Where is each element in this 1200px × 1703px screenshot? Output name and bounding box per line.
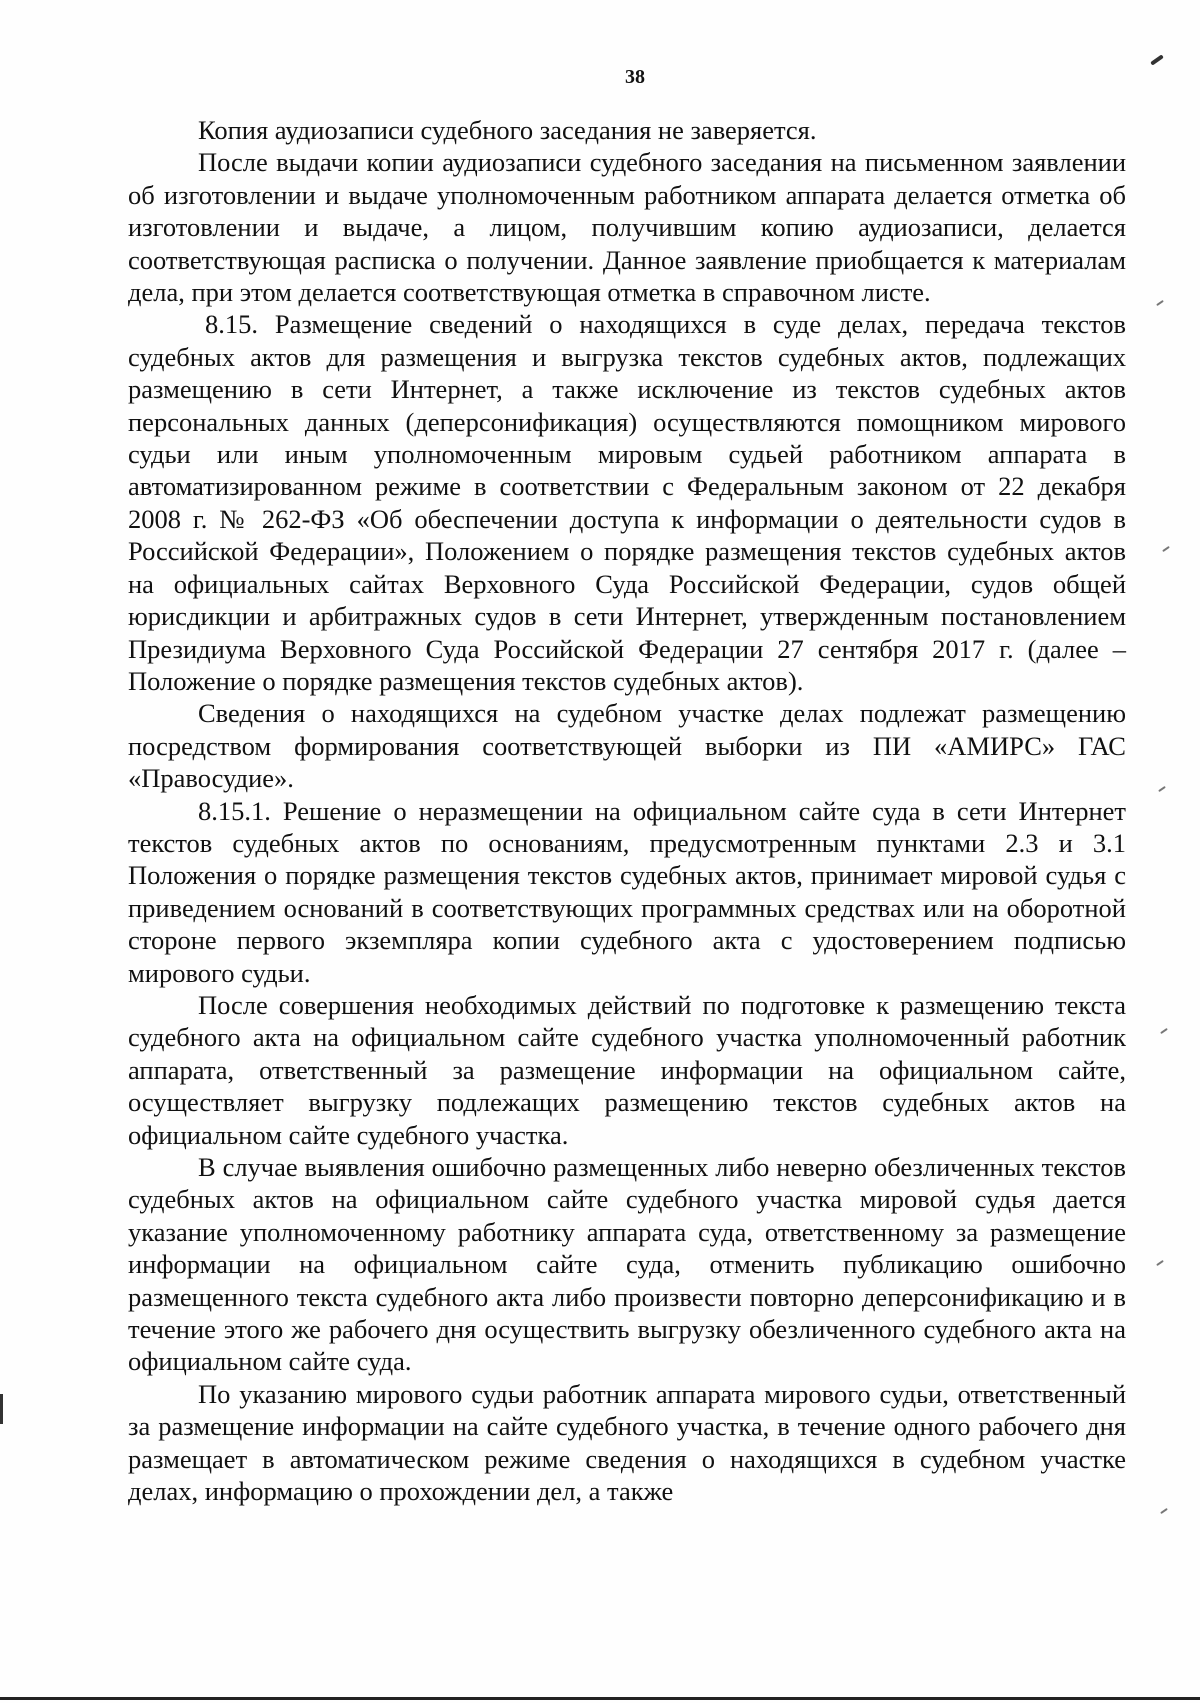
pen-mark-margin-5 xyxy=(1156,1260,1164,1266)
paragraph-case-info-placement: Сведения о находящихся на судебном участке делах подлежат размещению посредством формирования соответствующей выборки из ПИ «АМИРС» ГАС «Правосудие». xyxy=(128,698,1126,794)
pen-mark-top-right xyxy=(1150,54,1164,65)
pen-mark-margin-4 xyxy=(1160,1028,1168,1034)
paragraph-audio-copy: Копия аудиозаписи судебного заседания не заверяется. xyxy=(198,115,817,145)
paragraph-section-8-15: 8.15. Размещение сведений о находящихся в суде делах, передача текстов судебных актов для размещения и выгрузка текстов судебных актов, подлежащих размещению в сети Интернет, а также исключение из текстов судебных актов персональных данных (деперсонификация) осуществляются помощником мирового судьи или иным уполномоченным мировым судьей работником аппарата в автоматизированном режиме в соответствии с Федеральным законом от 22 декабря 2008 г. № 262-ФЗ «Об обеспечении доступа к информации о деятельности судов в Российской Федерации», Положением о порядке размещения текстов судебных актов на официальных сайтах Верховного Суда Российской Федерации, судов общей юрисдикции и арбитражных судов в сети Интернет, утвержденным постановлением Президиума Верховного Суда Российской Федерации 27 сентября 2017 г. (далее – Положение о порядке размещения текстов судебных актов). xyxy=(128,309,1126,696)
paragraph-judge-instruction: По указанию мирового судьи работник аппарата мирового судьи, ответственный за размещение информации на сайте судебного участка, в течение одного рабочего дня размещает в автоматическом режиме сведения о находящихся в судебном участке делах, информацию о прохождении дел, а также xyxy=(128,1378,1126,1507)
paragraph-upload-procedure: После совершения необходимых действий по подготовке к размещению текста судебного акта на официальном сайте судебного участка уполномоченный работник аппарата, ответственный за размещение информации на официальном сайте, осуществляет выгрузку подлежащих размещению текстов судебных актов на официальном сайте судебного участка. xyxy=(128,989,1126,1150)
scan-bottom-edge xyxy=(0,1697,1200,1700)
page-number: 38 xyxy=(625,66,645,88)
document-body xyxy=(128,114,1126,1507)
paragraph-audio-issuance: После выдачи копии аудиозаписи судебного заседания на письменном заявлении об изготовлении и выдаче уполномоченным работником аппарата делается отметка об изготовлении и выдаче, а лицом, получившим копию аудиозаписи, делается соответствующая расписка о получении. Данное заявление приобщается к материалам дела, при этом делается соответствующая отметка в справочном листе. xyxy=(128,147,1126,308)
scan-edge-mark xyxy=(0,1394,3,1424)
pen-mark-margin-2 xyxy=(1162,546,1170,552)
paragraph-error-correction: В случае выявления ошибочно размещенных либо неверно обезличенных текстов судебных актов на официальном сайте судебного участка мировой судья дается указание уполномоченному работнику аппарата суда, ответственному за размещение информации на официальном сайте суда, отменить публикацию ошибочно размещенного текста судебного акта либо произвести повторно деперсонификацию и в течение этого же рабочего дня осуществить выгрузку обезличенного судебного акта на официальном сайте суда. xyxy=(128,1152,1126,1377)
pen-mark-margin-6 xyxy=(1160,1508,1168,1514)
pen-mark-margin-3 xyxy=(1158,786,1166,792)
pen-mark-margin-1 xyxy=(1156,300,1164,306)
paragraph-section-8-15-1: 8.15.1. Решение о неразмещении на официальном сайте суда в сети Интернет текстов судебных актов по основаниям, предусмотренным пунктами 2.3 и 3.1 Положения о порядке размещения текстов судебных актов, принимает мировой судья с приведением оснований в соответствующих программных средствах или на оборотной стороне первого экземпляра копии судебного акта с удостоверением подписью мирового судьи. xyxy=(128,795,1126,988)
